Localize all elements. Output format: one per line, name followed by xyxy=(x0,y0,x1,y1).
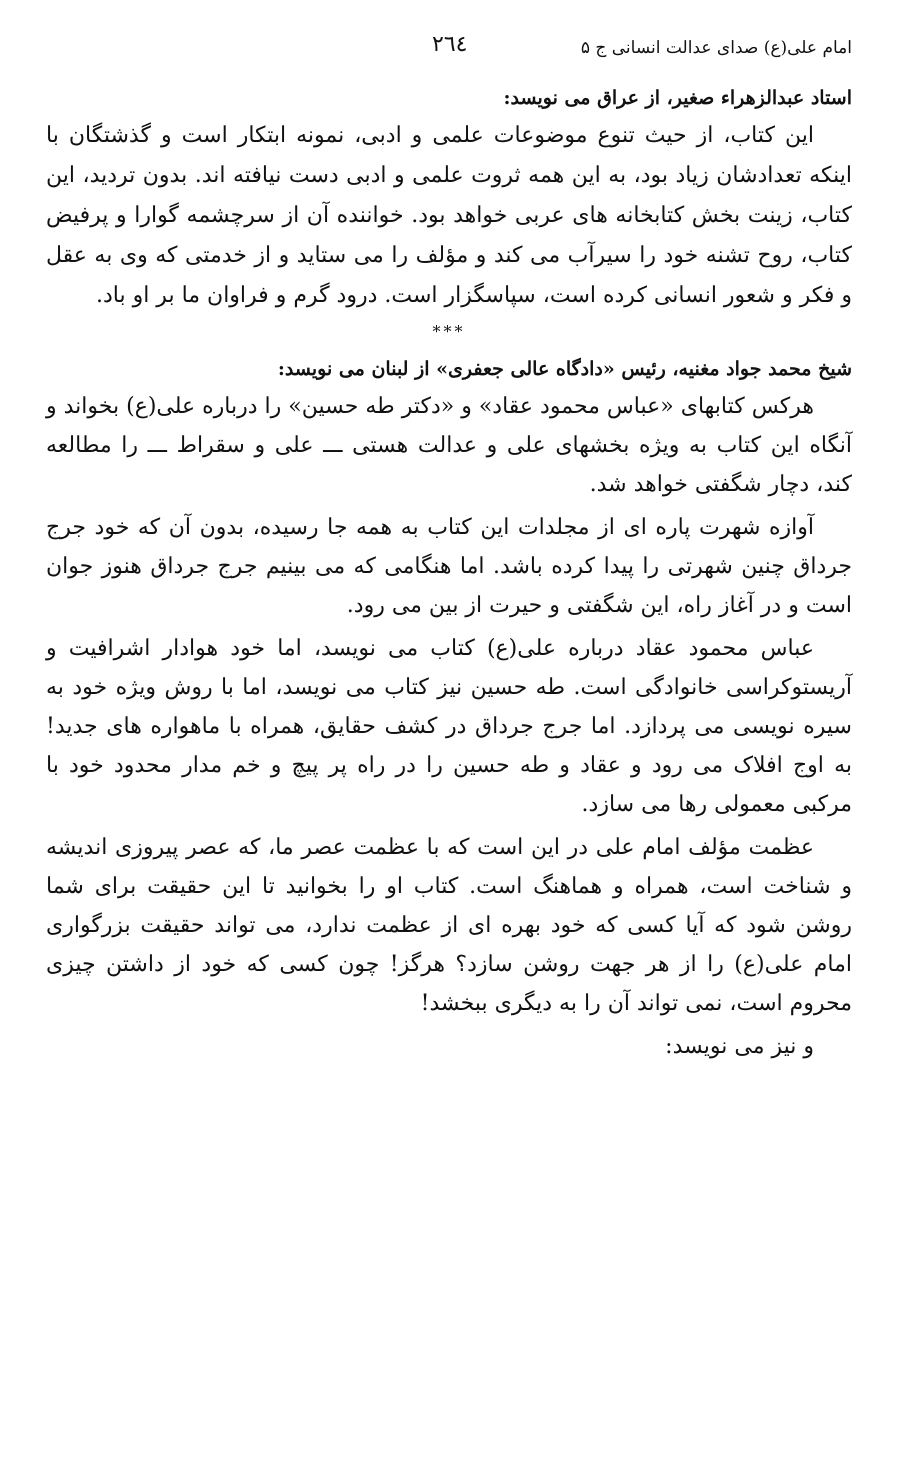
paragraph-3: آوازه شهرت پاره ای از مجلدات این کتاب به همه جا رسیده، بدون آن که خود جرج جرداق چنین شهرتی را پیدا کرده باشد. اما هنگامی که می بینیم جرج جرداق هنوز جوان است و در آغاز راه، این شگفتی و حیرت از بین می رود. xyxy=(46,515,852,618)
section-separator: *** xyxy=(432,322,466,341)
paragraph-5: عظمت مؤلف امام علی در این است که با عظمت عصر ما، که عصر پیروزی اندیشه و شناخت است، همراه و هماهنگ است. کتاب او را بخوانید تا این حقیقت برای شما روشن شود که آیا کسی که خود بهره ای از عظمت ندارد، می تواند حقیقت بزرگواری امام علی(ع) را از هر جهت روشن سازد؟ هرگز! چون کسی که خود از داشتن چیزی محروم است، نمی تواند آن را به دیگری ببخشد! xyxy=(46,835,852,1016)
paragraph-4: عباس محمود عقاد درباره علی(ع) کتاب می نویسد، اما خود هوادار اشرافیت و آریستوکراسی خانوادگی است. طه حسین نیز کتاب می نویسد، اما با روش ویژه خود به سیره نویسی می پردازد. اما جرج جرداق در کشف حقایق، همراه با ماهواره های جدید! به اوج افلاک می رود و عقاد و طه حسین را در راه پر پیچ و خم مدار محدود خود با مرکبی معمولی رها می سازد. xyxy=(46,636,852,817)
section-heading-2: شیخ محمد جواد مغنیه، رئیس «دادگاه عالی جعفری» از لبنان می نویسد: xyxy=(277,358,852,380)
page-number: ٢٦٤ xyxy=(432,32,468,57)
running-title: امام علی(ع) صدای عدالت انسانی ج ۵ xyxy=(580,38,852,58)
document-page xyxy=(46,30,852,1067)
paragraph-2: هرکس کتابهای «عباس محمود عقاد» و «دکتر طه حسین» را درباره علی(ع) بخواند و آنگاه این کتاب به ویژه بخشهای علی و عدالت هستی ـــ علی و سقراط ـــ را مطالعه کند، دچار شگفتی خواهد شد. xyxy=(46,394,852,497)
closing-line: و نیز می نویسد: xyxy=(665,1034,814,1059)
paragraph-1: این کتاب، از حیث تنوع موضوعات علمی و ادبی، نمونه ابتکار است و گذشتگان با اینکه تعدادشان زیاد بود، به این همه ثروت علمی و ادبی دست نیافته اند. بدون تردید، این کتاب، زینت بخش کتابخانه های عربی خواهد بود. خواننده آن از سرچشمه گوارا و پرفیض کتاب، روح تشنه خود را سیرآب می کند و مؤلف را می ستاید و از خدمتی که وی به عقل و فکر و شعور انسانی کرده است، سپاسگزار است. درود گرم و فراوان ما بر او باد. xyxy=(46,123,852,308)
page-header xyxy=(46,30,852,70)
section-heading-1: استاد عبدالزهراء صغیر، از عراق می نویسد: xyxy=(503,87,852,109)
